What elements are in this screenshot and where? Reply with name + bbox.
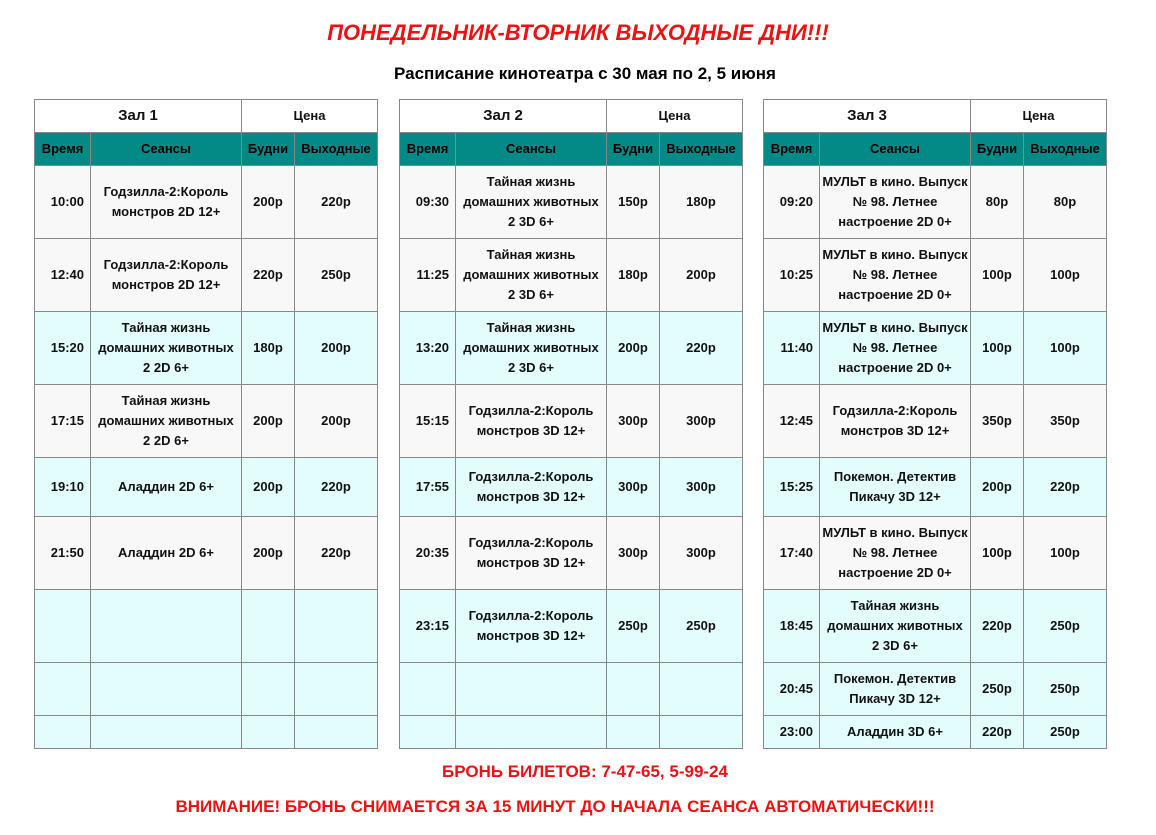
session-title: МУЛЬТ в кино. Выпуск № 98. Летнее настроение 2D 0+ — [820, 517, 971, 590]
weekend-price: 80р — [1024, 166, 1107, 239]
weekday-price: 300р — [607, 385, 660, 458]
session-time — [35, 590, 91, 663]
weekend-price: 100р — [1024, 312, 1107, 385]
session-time: 09:30 — [400, 166, 456, 239]
weekday-price: 180р — [607, 239, 660, 312]
session-title: Годзилла-2:Король монстров 3D 12+ — [456, 458, 607, 517]
weekend-price: 250р — [1024, 663, 1107, 716]
session-time: 12:40 — [35, 239, 91, 312]
session-time — [35, 716, 91, 749]
session-row — [35, 590, 378, 663]
weekday-price: 250р — [607, 590, 660, 663]
hall-name: Зал 3 — [764, 100, 971, 133]
session-title: Годзилла-2:Король монстров 3D 12+ — [456, 517, 607, 590]
weekend-price: 250р — [1024, 716, 1107, 749]
weekday-price — [242, 663, 295, 716]
session-title: Годзилла-2:Король монстров 3D 12+ — [456, 385, 607, 458]
session-title: Аладдин 2D 6+ — [91, 517, 242, 590]
session-time: 17:15 — [35, 385, 91, 458]
session-title: Годзилла-2:Король монстров 3D 12+ — [456, 590, 607, 663]
weekend-column-header: Выходные — [295, 133, 378, 166]
session-time: 10:00 — [35, 166, 91, 239]
session-row — [400, 590, 743, 663]
weekend-price — [660, 663, 743, 716]
time-column-header: Время — [400, 133, 456, 166]
weekend-price: 220р — [295, 458, 378, 517]
session-title: Годзилла-2:Король монстров 3D 12+ — [820, 385, 971, 458]
session-time: 19:10 — [35, 458, 91, 517]
session-time: 20:45 — [764, 663, 820, 716]
weekend-price: 200р — [295, 312, 378, 385]
weekend-price: 100р — [1024, 239, 1107, 312]
session-row — [400, 166, 743, 239]
weekend-price — [660, 716, 743, 749]
price-header: Цена — [971, 100, 1107, 133]
weekend-price: 300р — [660, 458, 743, 517]
weekend-price: 200р — [295, 385, 378, 458]
session-row — [35, 312, 378, 385]
hall-name: Зал 1 — [35, 100, 242, 133]
session-title: Аладдин 3D 6+ — [820, 716, 971, 749]
session-title: Тайная жизнь домашних животных 2 3D 6+ — [456, 166, 607, 239]
weekday-price: 100р — [971, 312, 1024, 385]
column-header-row — [35, 133, 378, 166]
weekdays-column-header: Будни — [971, 133, 1024, 166]
session-row — [400, 239, 743, 312]
time-column-header: Время — [35, 133, 91, 166]
session-row — [764, 517, 1107, 590]
session-title: Покемон. Детектив Пикачу 3D 12+ — [820, 663, 971, 716]
session-title — [91, 716, 242, 749]
session-time: 23:15 — [400, 590, 456, 663]
weekday-price — [607, 716, 660, 749]
session-row — [400, 663, 743, 716]
session-row — [400, 716, 743, 749]
weekend-price — [295, 590, 378, 663]
session-title — [456, 663, 607, 716]
weekday-price: 180р — [242, 312, 295, 385]
session-time — [400, 716, 456, 749]
session-title — [91, 663, 242, 716]
closed-days-notice: ПОНЕДЕЛЬНИК-ВТОРНИК ВЫХОДНЫЕ ДНИ!!! — [327, 20, 829, 45]
session-row — [764, 385, 1107, 458]
session-title: МУЛЬТ в кино. Выпуск № 98. Летнее настроение 2D 0+ — [820, 166, 971, 239]
schedule-subtitle: Расписание кинотеатра с 30 мая по 2, 5 июня — [394, 64, 776, 83]
weekend-price: 100р — [1024, 517, 1107, 590]
session-time: 20:35 — [400, 517, 456, 590]
session-time: 17:40 — [764, 517, 820, 590]
weekday-price — [242, 590, 295, 663]
column-header-row — [400, 133, 743, 166]
column-header-row — [764, 133, 1107, 166]
weekend-price: 180р — [660, 166, 743, 239]
session-row — [400, 385, 743, 458]
session-time — [400, 663, 456, 716]
price-header: Цена — [242, 100, 378, 133]
session-row — [35, 458, 378, 517]
session-time: 09:20 — [764, 166, 820, 239]
weekday-price: 150р — [607, 166, 660, 239]
weekday-price: 300р — [607, 517, 660, 590]
weekend-price: 200р — [660, 239, 743, 312]
weekend-column-header: Выходные — [660, 133, 743, 166]
weekday-price: 350р — [971, 385, 1024, 458]
weekday-price: 200р — [242, 458, 295, 517]
weekday-price: 100р — [971, 517, 1024, 590]
weekend-price — [295, 716, 378, 749]
hall-3-schedule-table — [763, 99, 1107, 749]
hall-header-row — [400, 100, 743, 133]
session-title: МУЛЬТ в кино. Выпуск № 98. Летнее настроение 2D 0+ — [820, 239, 971, 312]
weekend-price: 220р — [295, 517, 378, 590]
hall-header-row — [35, 100, 378, 133]
weekdays-column-header: Будни — [242, 133, 295, 166]
session-row — [35, 716, 378, 749]
hall-name: Зал 2 — [400, 100, 607, 133]
session-row — [35, 663, 378, 716]
hall-header-row — [764, 100, 1107, 133]
weekday-price: 100р — [971, 239, 1024, 312]
sessions-column-header: Сеансы — [456, 133, 607, 166]
session-time: 23:00 — [764, 716, 820, 749]
weekend-price: 350р — [1024, 385, 1107, 458]
hall-2-schedule-table — [399, 99, 743, 749]
weekend-price: 220р — [295, 166, 378, 239]
weekday-price: 220р — [971, 590, 1024, 663]
session-time: 15:25 — [764, 458, 820, 517]
session-time — [35, 663, 91, 716]
session-row — [764, 590, 1107, 663]
session-row — [764, 663, 1107, 716]
weekday-price: 300р — [607, 458, 660, 517]
session-time: 17:55 — [400, 458, 456, 517]
weekend-price: 300р — [660, 517, 743, 590]
weekday-price: 200р — [607, 312, 660, 385]
weekday-price: 220р — [242, 239, 295, 312]
weekend-price — [295, 663, 378, 716]
session-row — [400, 312, 743, 385]
session-time: 13:20 — [400, 312, 456, 385]
sessions-column-header: Сеансы — [820, 133, 971, 166]
weekend-price: 250р — [660, 590, 743, 663]
session-title — [91, 590, 242, 663]
session-time: 18:45 — [764, 590, 820, 663]
session-time: 21:50 — [35, 517, 91, 590]
session-row — [764, 166, 1107, 239]
session-time: 15:15 — [400, 385, 456, 458]
sessions-column-header: Сеансы — [91, 133, 242, 166]
booking-phones: БРОНЬ БИЛЕТОВ: 7-47-65, 5-99-24 — [442, 762, 728, 781]
session-title: Тайная жизнь домашних животных 2 2D 6+ — [91, 312, 242, 385]
weekday-price: 200р — [242, 517, 295, 590]
weekday-price — [242, 716, 295, 749]
session-title: Тайная жизнь домашних животных 2 3D 6+ — [456, 312, 607, 385]
session-time: 11:40 — [764, 312, 820, 385]
weekday-price: 200р — [971, 458, 1024, 517]
weekend-price: 250р — [295, 239, 378, 312]
weekend-column-header: Выходные — [1024, 133, 1107, 166]
weekdays-column-header: Будни — [607, 133, 660, 166]
booking-warning: ВНИМАНИЕ! БРОНЬ СНИМАЕТСЯ ЗА 15 МИНУТ ДО НАЧАЛА СЕАНСА АВТОМАТИЧЕСКИ!!! — [175, 797, 935, 816]
session-row — [400, 458, 743, 517]
session-title: Годзилла-2:Король монстров 2D 12+ — [91, 239, 242, 312]
weekend-price: 220р — [660, 312, 743, 385]
session-title: МУЛЬТ в кино. Выпуск № 98. Летнее настроение 2D 0+ — [820, 312, 971, 385]
session-time: 11:25 — [400, 239, 456, 312]
session-row — [764, 312, 1107, 385]
session-time: 12:45 — [764, 385, 820, 458]
session-time: 15:20 — [35, 312, 91, 385]
session-row — [764, 458, 1107, 517]
session-row — [400, 517, 743, 590]
session-row — [35, 166, 378, 239]
session-title: Годзилла-2:Король монстров 2D 12+ — [91, 166, 242, 239]
weekday-price: 220р — [971, 716, 1024, 749]
session-title — [456, 716, 607, 749]
session-row — [35, 239, 378, 312]
session-title: Тайная жизнь домашних животных 2 2D 6+ — [91, 385, 242, 458]
weekend-price: 250р — [1024, 590, 1107, 663]
weekday-price: 250р — [971, 663, 1024, 716]
session-row — [35, 517, 378, 590]
weekday-price: 80р — [971, 166, 1024, 239]
session-title: Покемон. Детектив Пикачу 3D 12+ — [820, 458, 971, 517]
weekend-price: 220р — [1024, 458, 1107, 517]
weekday-price: 200р — [242, 385, 295, 458]
session-row — [764, 716, 1107, 749]
weekend-price: 300р — [660, 385, 743, 458]
session-title: Аладдин 2D 6+ — [91, 458, 242, 517]
session-time: 10:25 — [764, 239, 820, 312]
hall-1-schedule-table — [34, 99, 378, 749]
time-column-header: Время — [764, 133, 820, 166]
session-row — [35, 385, 378, 458]
session-row — [764, 239, 1107, 312]
price-header: Цена — [607, 100, 743, 133]
weekday-price: 200р — [242, 166, 295, 239]
weekday-price — [607, 663, 660, 716]
session-title: Тайная жизнь домашних животных 2 3D 6+ — [820, 590, 971, 663]
session-title: Тайная жизнь домашних животных 2 3D 6+ — [456, 239, 607, 312]
